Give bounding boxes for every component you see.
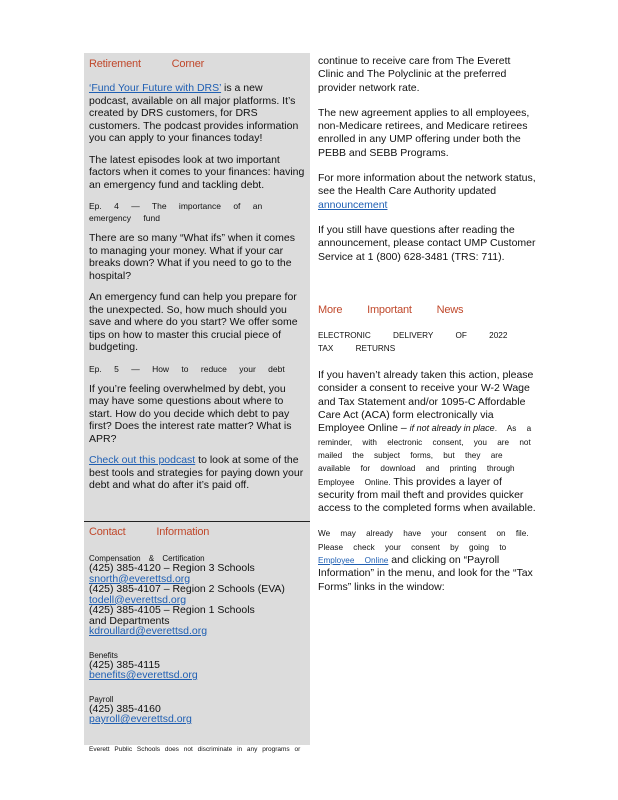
region3-phone: (425) 385-4120 – Region 3 Schools: [89, 562, 255, 574]
check-consent-text: We may already have your consent on file. Please check your consent by going to Employee Online and clicking on “Payroll Information” in the menu, and look for the “Tax Forms” links in the window:: [318, 529, 533, 593]
episode-4-text-2: An emergency fund can help you prepare for the unexpected. So, how much should you save and where do you start? We offer some tips on how to master this crucial piece of budgeting.: [89, 291, 298, 353]
benefits-label: Benefits: [89, 650, 118, 660]
more-info-text: For more information about the network status, see the Health Care Authority updated announcement: [318, 172, 536, 211]
contact-divider: [84, 521, 310, 522]
agreement-text: The new agreement applies to all employees, non-Medicare retirees, and Medicare retirees enrolled in any UMP offering under both the PEBB and SEBB Programs.: [318, 106, 530, 159]
compensation-label: Compensation & Certification: [89, 554, 205, 563]
podcast-link[interactable]: ‘Fund Your Future with DRS’: [89, 82, 222, 94]
region2-phone: (425) 385-4107 – Region 2 Schools (EVA): [89, 583, 285, 595]
contact-heading: Contact Information: [89, 526, 210, 538]
episode-5-title: Ep. 5 — How to reduce your debt: [89, 363, 285, 374]
payroll-label: Payroll: [89, 694, 114, 704]
main-column: [318, 55, 536, 606]
ump-contact-text: If you still have questions after reading the announcement, please contact UMP Customer Service at 1 (800) 628-3481 (TRS: 711).: [318, 223, 536, 263]
electronic-consent-text: If you haven’t already taken this action, please consider a consent to receive your W-2 Wage and Tax Statement and/or 1095-C Affordable Care Act (ACA) form electronically via Employee Online – if not already in place. As a reminder, with electronic consent, you are not mailed the subject forms, but they are available for download and printing through Employee Online. This provides a layer of security from mail theft and provides quicker access to the completed forms when available.: [318, 369, 536, 515]
retirement-corner-section: [89, 58, 305, 501]
more-important-news-heading: More Important News: [318, 303, 464, 316]
episode-5-text: If you’re feeling overwhelmed by debt, you may have some questions about where to start. How do you decide which debt to pay first? Does the interest rate matter? What is APR?: [89, 382, 292, 445]
contact-section: [89, 526, 305, 754]
email-snorth[interactable]: snorth@everettsd.org: [89, 572, 191, 585]
email-benefits[interactable]: benefits@everettsd.org: [89, 669, 198, 681]
check-out-podcast-link[interactable]: Check out this podcast: [89, 454, 196, 466]
episode-4-title: Ep. 4 — The importance of an emergency fund: [89, 201, 263, 223]
everett-clinic-text: continue to receive care from The Everett Clinic and The Polyclinic at the preferred provider network rate.: [318, 55, 511, 94]
electronic-delivery-subheading: ELECTRONIC DELIVERY OF 2022 TAX RETURNS: [318, 331, 508, 354]
email-payroll[interactable]: payroll@everettsd.org: [89, 713, 192, 725]
nondiscrimination-footer: Everett Public Schools does not discriminate in any programs or: [89, 745, 301, 753]
announcement-link[interactable]: announcement: [318, 198, 388, 211]
email-kdroullard[interactable]: kdroullard@everettsd.org: [89, 625, 208, 637]
retirement-corner-heading: Retirement Corner: [89, 58, 205, 70]
benefits-phone: (425) 385-4115: [89, 658, 161, 671]
latest-episodes-text: The latest episodes look at two important factors when it comes to your finances: having an emergency fund and tackling debt.: [89, 153, 305, 191]
email-todell[interactable]: todell@everettsd.org: [89, 593, 187, 606]
check-out-podcast-text: Check out this podcast to look at some of the best tools and strategies for paying down your debt and what do after it’s paid off.: [89, 454, 304, 491]
employee-online-link[interactable]: Employee Online: [318, 556, 389, 566]
podcast-intro: ‘Fund Your Future with DRS’ is a new podcast, available on all major platforms. It’s created by DRS customers, for DRS customers. The podcast provides information you can apply to your finances today!: [89, 82, 299, 144]
region1-phone: (425) 385-4105 – Region 1 Schools: [89, 604, 255, 616]
episode-4-text-1: There are so many “What ifs” when it comes to managing your money. What if your car breaks down? What if you need to go to the hospital?: [89, 232, 295, 282]
payroll-phone: (425) 385-4160: [89, 702, 161, 715]
region1-phone-cont: and Departments: [89, 614, 170, 627]
